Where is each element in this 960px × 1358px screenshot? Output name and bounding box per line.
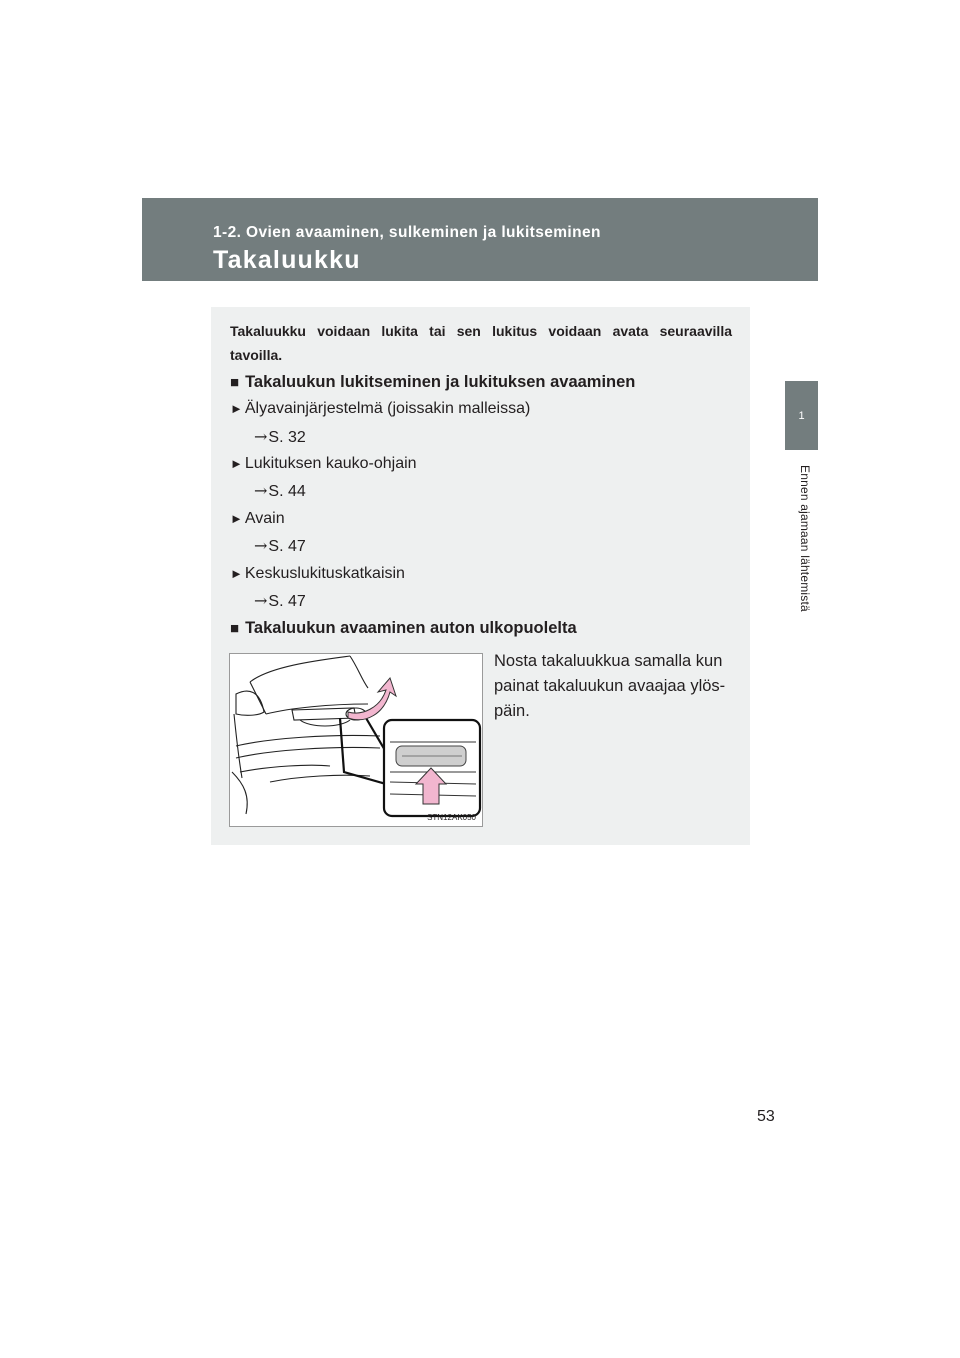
heading-text: Takaluukun avaaminen auton ulkopuolelta xyxy=(245,619,577,637)
intro-text: Takaluukku voidaan lukita tai sen lukitus voidaan avata seuraavilla tavoilla. xyxy=(230,323,732,363)
ref-text: S. 47 xyxy=(268,538,306,555)
triangle-bullet-icon: ► xyxy=(230,401,243,416)
list-item xyxy=(230,455,417,473)
arrow-icon: → xyxy=(254,481,268,500)
page-reference xyxy=(254,536,306,556)
ref-text: S. 44 xyxy=(268,483,306,500)
list-item xyxy=(230,400,530,418)
figure-code: STN12AK050 xyxy=(427,813,476,822)
section-heading-opening xyxy=(230,619,577,638)
content-box xyxy=(211,307,750,845)
chapter-tab: 1 xyxy=(785,381,818,450)
triangle-bullet-icon: ► xyxy=(230,511,243,526)
chapter-title: Ennen ajamaan lähtemistä xyxy=(798,465,812,612)
item-label: Lukituksen kauko-ohjain xyxy=(244,455,417,472)
ref-text: S. 32 xyxy=(268,429,306,446)
page-number: 53 xyxy=(757,1108,775,1125)
car-rear-drawing xyxy=(230,654,483,827)
square-bullet-icon: ■ xyxy=(230,374,240,391)
page-reference xyxy=(254,427,306,447)
heading-text: Takaluukun lukitseminen ja lukituksen avaaminen xyxy=(245,373,636,391)
arrow-icon: → xyxy=(254,427,268,446)
item-label: Avain xyxy=(244,510,285,527)
page-title: Takaluukku xyxy=(213,246,361,274)
tailgate-illustration xyxy=(229,653,483,827)
arrow-icon: → xyxy=(254,591,268,610)
section-title: 1-2. Ovien avaaminen, sulkeminen ja lukitseminen xyxy=(213,224,601,241)
section-heading-locking xyxy=(230,373,635,392)
triangle-bullet-icon: ► xyxy=(230,456,243,471)
arrow-icon: → xyxy=(254,536,268,555)
instruction-text: Nosta takaluukkua samalla kun painat takaluukun avaajaa ylös-päin. xyxy=(494,652,726,720)
triangle-bullet-icon: ► xyxy=(230,566,243,581)
ref-text: S. 47 xyxy=(268,593,306,610)
item-label: Älyavainjärjestelmä (joissakin malleissa) xyxy=(244,400,531,417)
page-reference xyxy=(254,481,306,501)
list-item xyxy=(230,510,285,528)
square-bullet-icon: ■ xyxy=(230,620,240,637)
page-header xyxy=(142,198,818,281)
item-label: Keskuslukituskatkaisin xyxy=(244,565,405,582)
list-item xyxy=(230,565,405,583)
page-reference xyxy=(254,591,306,611)
